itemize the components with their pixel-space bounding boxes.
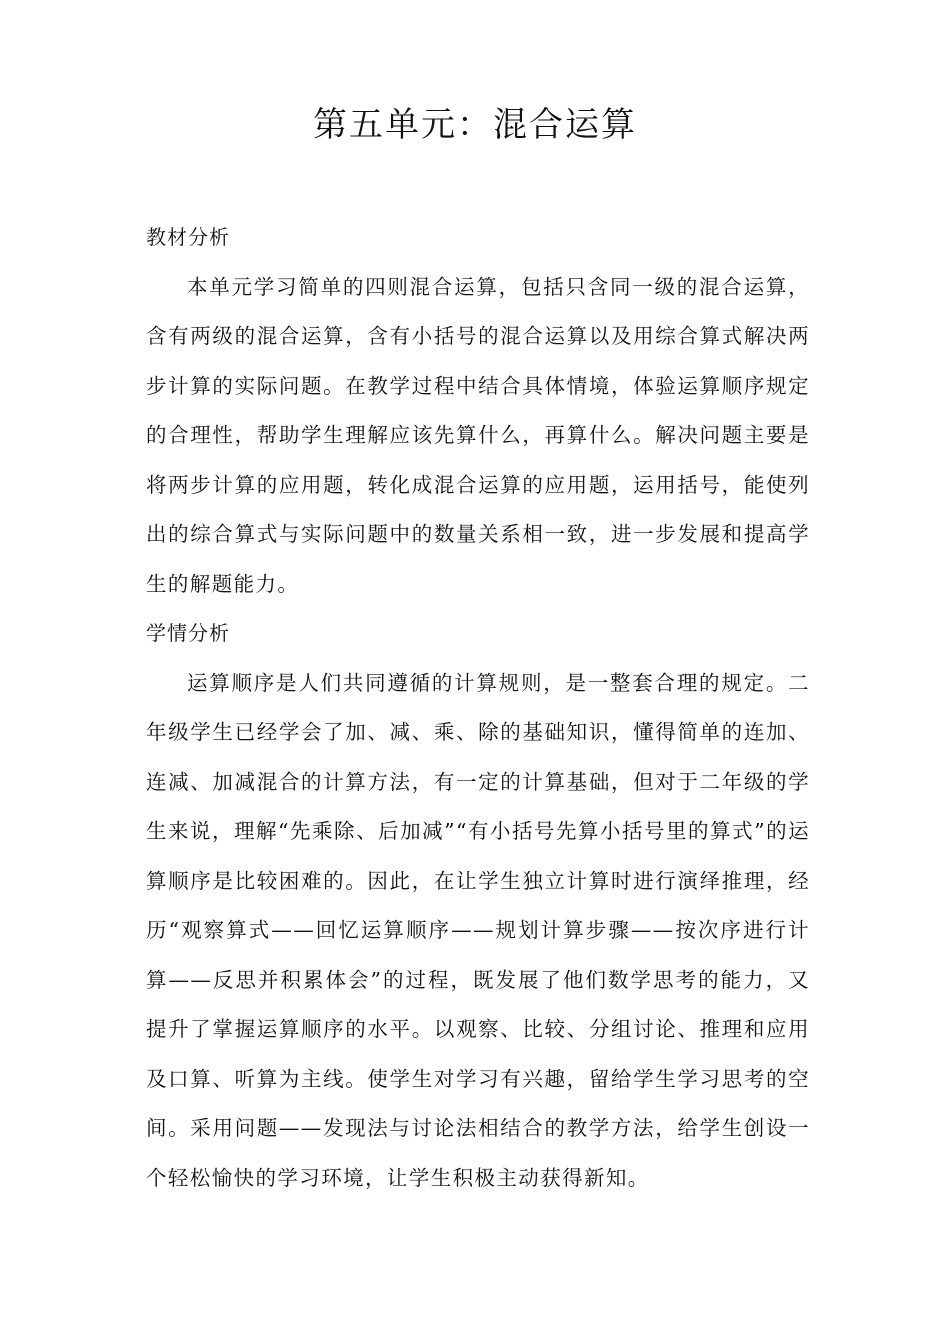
section-heading-textbook-analysis: 教材分析 xyxy=(146,225,230,249)
section-heading-learner-analysis: 学情分析 xyxy=(146,621,230,645)
page-title: 第五单元：混合运算 xyxy=(313,105,637,145)
section-learner-analysis xyxy=(146,609,810,1203)
paragraph-textbook-analysis: 本单元学习简单的四则混合运算，包括只含同一级的混合运算，含有两级的混合运算，含有小括号的混合运算以及用综合算式解决两步计算的实际问题。在教学过程中结合具体情境，体验运算顺序规定的合理性，帮助学生理解应该先算什么，再算什么。解决问题主要是将两步计算的应用题，转化成混合运算的应用题，运用括号，能使列出的综合算式与实际问题中的数量关系相一致，进一步发展和提高学生的解题能力。 xyxy=(146,274,810,596)
paragraph-learner-analysis: 运算顺序是人们共同遵循的计算规则，是一整套合理的规定。二年级学生已经学会了加、减、乘、除的基础知识，懂得简单的连加、连减、加减混合的计算方法，有一定的计算基础，但对于二年级的学生来说，理解“先乘除、后加减”“有小括号先算小括号里的算式”的运算顺序是比较困难的。因此，在让学生独立计算时进行演绎推理，经历“观察算式——回忆运算顺序——规划计算步骤——按次序进行计算——反思并积累体会”的过程，既发展了他们数学思考的能力，又提升了掌握运算顺序的水平。以观察、比较、分组讨论、推理和应用及口算、听算为主线。使学生对学习有兴趣，留给学生学习思考的空间。采用问题——发现法与讨论法相结合的教学方法，给学生创设一个轻松愉快的学习环境，让学生积极主动获得新知。 xyxy=(146,670,810,1190)
section-textbook-analysis xyxy=(146,213,810,609)
document-body xyxy=(146,213,810,1203)
